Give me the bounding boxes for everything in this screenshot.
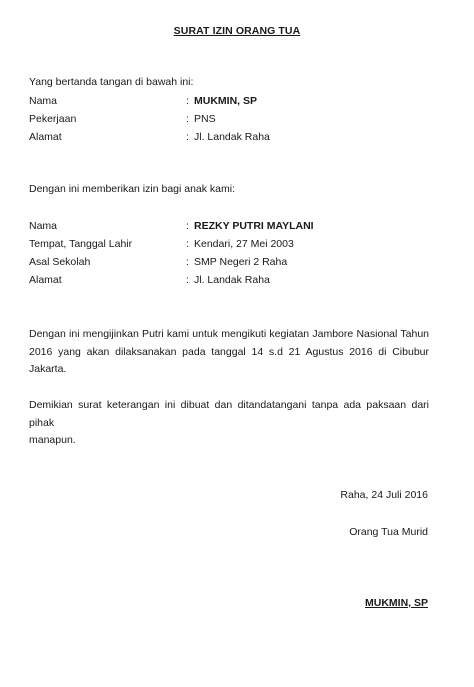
child-name-row: [29, 219, 449, 233]
child-birth-colon: :: [186, 238, 189, 250]
child-address-row: [29, 273, 449, 287]
letter-title: SURAT IZIN ORANG TUA: [173, 25, 301, 37]
child-school-label: Asal Sekolah: [29, 256, 91, 268]
permission-intro-text: Dengan ini memberikan izin bagi anak kami:: [29, 183, 236, 195]
permission-paragraph-line-1: Dengan ini mengijinkan Putri kami untuk mengikuti kegiatan Jambore Nasional Tahun: [29, 328, 429, 340]
child-school-value: SMP Negeri 2 Raha: [194, 256, 288, 268]
child-birth-value: Kendari, 27 Mei 2003: [194, 238, 294, 250]
child-address-label: Alamat: [29, 274, 62, 286]
parent-name-value: MUKMIN, SP: [194, 95, 257, 107]
signature-role: Orang Tua Murid: [349, 526, 428, 538]
closing-paragraph-line-2: manapun.: [29, 434, 76, 446]
permission-paragraph: [29, 326, 429, 379]
permission-paragraph-line-2: 2016 yang akan dilaksanakan pada tanggal 14 s.d 21 Agustus 2016 di Cibubur: [29, 345, 429, 358]
child-address-value: Jl. Landak Raha: [194, 274, 270, 286]
signature-place-date: Raha, 24 Juli 2016: [340, 489, 428, 501]
parent-address-label: Alamat: [29, 131, 62, 143]
parent-address-value: Jl. Landak Raha: [194, 131, 270, 143]
parent-name-row: [29, 94, 449, 108]
child-name-value: REZKY PUTRI MAYLANI: [194, 220, 314, 232]
parent-address-colon: :: [186, 131, 189, 143]
parent-name-label: Nama: [29, 95, 58, 107]
parent-job-colon: :: [186, 113, 189, 125]
child-school-colon: :: [186, 256, 189, 268]
child-birth-row: [29, 237, 449, 251]
child-school-row: [29, 255, 449, 269]
signature-name: MUKMIN, SP: [365, 597, 428, 609]
child-birth-label: Tempat, Tanggal Lahir: [29, 238, 133, 250]
closing-paragraph-line-1: Demikian surat keterangan ini dibuat dan ditandatangani tanpa ada paksaan dari pihak: [29, 399, 429, 429]
parent-job-value: PNS: [194, 113, 216, 125]
child-address-colon: :: [186, 274, 189, 286]
permission-paragraph-line-3: Jakarta.: [29, 363, 67, 375]
parent-address-row: [29, 130, 449, 144]
parent-job-row: [29, 112, 449, 126]
child-name-colon: :: [186, 220, 189, 232]
child-name-label: Nama: [29, 220, 58, 232]
parent-job-label: Pekerjaan: [29, 113, 77, 125]
parent-name-colon: :: [186, 95, 189, 107]
intro-text: Yang bertanda tangan di bawah ini:: [29, 76, 194, 88]
closing-paragraph: [29, 397, 429, 450]
